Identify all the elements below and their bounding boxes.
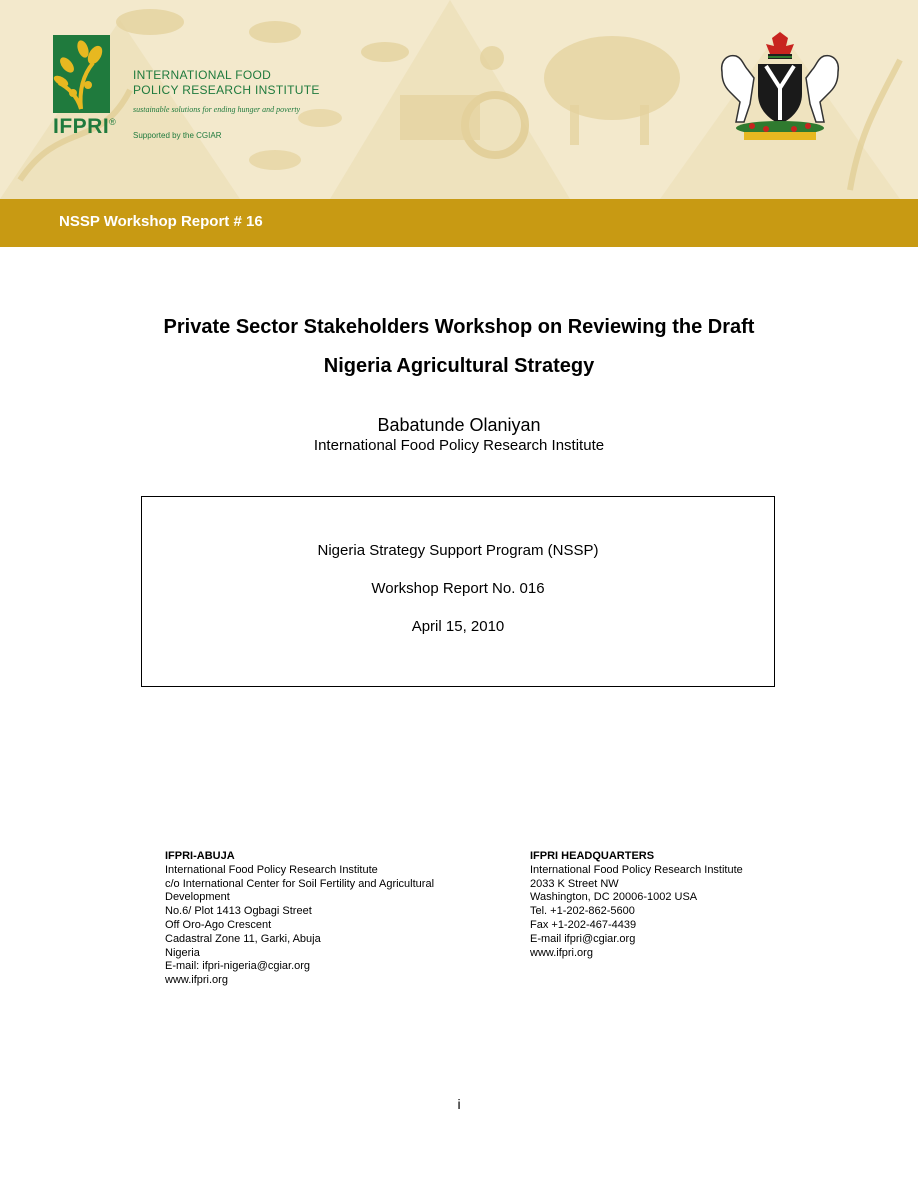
ifpri-logo-icon <box>53 35 110 113</box>
address-line: Nigeria <box>165 946 200 959</box>
nigeria-coat-of-arms-icon <box>714 32 846 144</box>
website-link[interactable]: www.ifpri.org <box>530 946 593 959</box>
report-date: April 15, 2010 <box>411 618 505 635</box>
author-affiliation: International Food Policy Research Institute <box>313 437 605 454</box>
report-info-box <box>141 496 775 687</box>
address-line: International Food Policy Research Institute <box>530 863 743 876</box>
supported-by-text: Supported by the CGIAR <box>133 131 222 140</box>
address-ifpri-abuja <box>165 850 475 988</box>
institute-name-line2: POLICY RESEARCH INSTITUTE <box>133 83 320 97</box>
report-series-label: NSSP Workshop Report # 16 <box>59 213 263 230</box>
institute-name-line1: INTERNATIONAL FOOD <box>133 68 272 82</box>
address-line: Tel. +1-202-862-5600 <box>530 905 635 918</box>
address-line: Washington, DC 20006-1002 USA <box>530 891 698 904</box>
address-line: c/o International Center for Soil Fertility and Agricultural <box>165 877 435 890</box>
report-number: Workshop Report No. 016 <box>371 580 545 597</box>
address-line: Development <box>165 891 230 904</box>
address-line: Cadastral Zone 11, Garki, Abuja <box>165 932 321 945</box>
address-ifpri-headquarters <box>530 850 830 960</box>
address-heading: IFPRI-ABUJA <box>165 850 235 862</box>
email-link[interactable]: E-mail ifpri@cgiar.org <box>530 932 636 945</box>
email-link[interactable]: E-mail: ifpri-nigeria@cgiar.org <box>165 960 311 973</box>
website-link[interactable]: www.ifpri.org <box>165 974 228 987</box>
address-line: No.6/ Plot 1413 Ogbagi Street <box>165 905 312 918</box>
ifpri-logo-wordmark: IFPRI® <box>53 115 117 138</box>
page-number: i <box>457 1096 461 1112</box>
header-banner <box>0 0 918 199</box>
report-title-line2: Nigeria Agricultural Strategy <box>323 355 595 377</box>
program-name: Nigeria Strategy Support Program (NSSP) <box>317 542 599 559</box>
address-line: 2033 K Street NW <box>530 877 619 890</box>
institute-tagline: sustainable solutions for ending hunger and poverty <box>133 105 301 114</box>
author-name: Babatunde Olaniyan <box>377 415 541 435</box>
address-line: Fax +1-202-467-4439 <box>530 918 637 931</box>
report-title-line1: Private Sector Stakeholders Workshop on Reviewing the Draft <box>163 316 755 338</box>
address-line: International Food Policy Research Institute <box>165 863 378 876</box>
address-line: Off Oro-Ago Crescent <box>165 918 272 931</box>
address-heading: IFPRI HEADQUARTERS <box>530 850 655 862</box>
